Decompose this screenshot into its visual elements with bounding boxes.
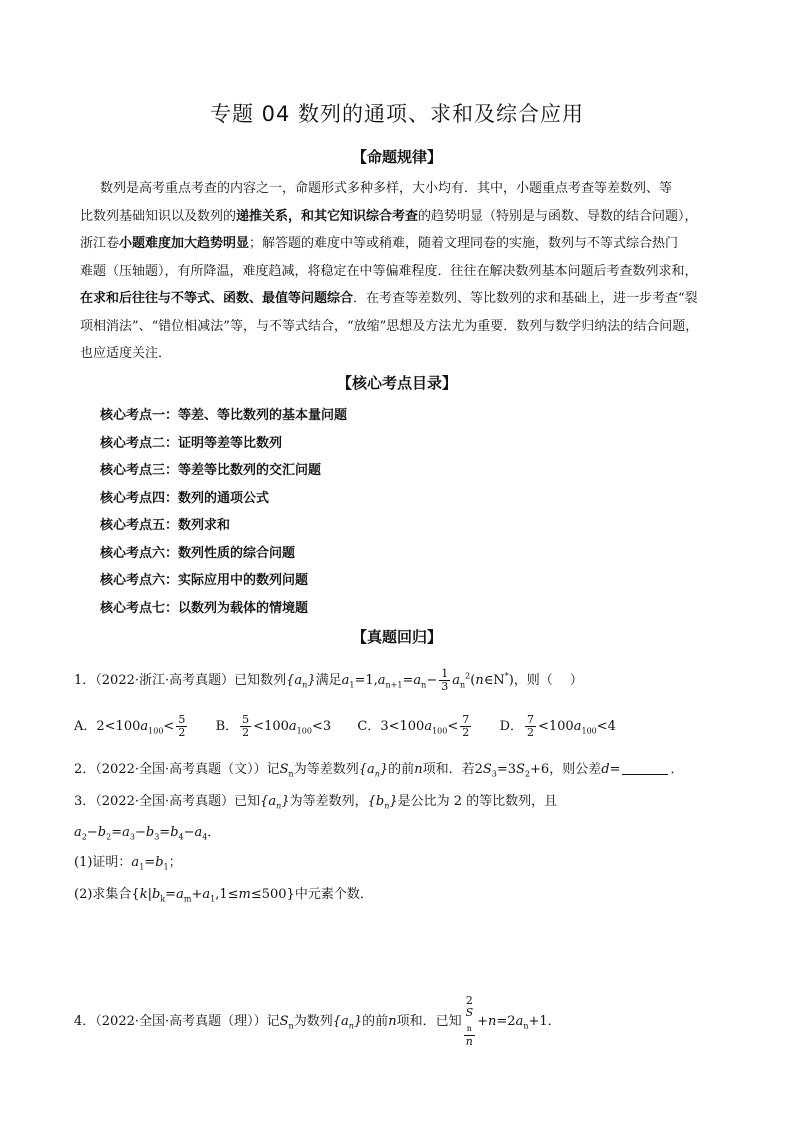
toc-item: 核心考点四：数列的通项公式: [100, 490, 270, 506]
intro-paragraph: [80, 175, 740, 368]
question-3-condition: $a_2-b_2=a_3-b_3=b_4-a_4$．: [74, 825, 221, 842]
intro-line-4: 难题（压轴题），有所降温，难度趋减，将稳定在中等偏难程度．往往在解决数列基本问题后考查数列求和，: [80, 263, 698, 279]
toc-item: 核心考点三：等差等比数列的交汇问题: [100, 463, 322, 478]
intro-line-2: 比数列基础知识以及数列的递推关系，和其它知识综合考查的趋势明显（特别是与函数、导数的结合问题），: [80, 208, 698, 224]
question-2: 2．（2022·全国·高考真题（文））记$S_n$为等差数列$\{a_n\}$的前n项和．若$2S_3=3S_2+6$，则公差d= ．: [74, 762, 684, 779]
question-3: 3．（2022·全国·高考真题）已知$\{a_n\}$为等差数列，$\{b_n\}$是公比为 2 的等比数列，且: [74, 794, 558, 811]
question-1: 1．（2022·浙江·高考真题）已知数列$\{a_n\}$满足$a_1=1,a_{n+1}=a_n-$ $\frac{1}{3}$ $a_n^2(n\in N^*)$，则（ ）: [74, 667, 583, 693]
intro-line-6: 项相消法”、“错位相减法”等，与不等式结合，“放缩”思想及方法尤为重要．数列与数学归纳法的结合问题，: [80, 318, 699, 334]
toc-item: 核心考点二：证明等差等比数列: [100, 435, 283, 451]
question-1-options: [74, 714, 616, 739]
intro-line-3: 浙江卷小题难度加大趋势明显；解答题的难度中等或稍难，随着文理同卷的实施，数列与不等式综合热门: [80, 236, 679, 251]
core-topics-list: [100, 402, 700, 622]
option-d: D． $\frac{7}{2}$ $<100a_{100}<4$: [499, 713, 616, 739]
toc-item: 核心考点七：以数列为载体的情境题: [100, 600, 309, 616]
toc-item: 核心考点一：等差、等比数列的基本量问题: [100, 408, 348, 423]
section-heading-toc: 【核心考点目录】: [336, 374, 457, 392]
question-3-part-1: (1)证明：$a_1=b_1$；: [74, 855, 182, 872]
page-title: 专题 04 数列的通项、求和及综合应用: [209, 102, 585, 126]
intro-line-5: 在求和后往往与不等式、函数、最值等问题综合．在考查等差数列、等比数列的求和基础上，进一步考查“裂: [80, 291, 698, 306]
intro-line-1: 数列是高考重点考查的内容之一，命题形式多种多样，大小均有．其中，小题重点考查等差数列、等: [100, 181, 673, 196]
answer-blank: [622, 762, 668, 775]
toc-item: 核心考点六：实际应用中的数列问题: [100, 573, 309, 588]
intro-line-7: 也应适度关注．: [80, 346, 172, 361]
question-3-part-2: (2)求集合$\{k|b_k=a_m+a_1,1\le m\le 500\}$中元素个数．: [74, 887, 373, 904]
option-c: C．$3<100a_{100}<$ $\frac{7}{2}$: [357, 713, 470, 739]
question-4: 4．（2022·全国·高考真题（理））记$S_n$为数列$\{a_n\}$的前n项和．已知 2 S $_n$ n $+n=2a_n+1$．: [74, 994, 561, 1049]
toc-item: 核心考点六：数列性质的综合问题: [100, 545, 296, 561]
toc-item: 核心考点五：数列求和: [100, 518, 231, 533]
option-a: A．$2<100a_{100}<$ $\frac{5}{2}$: [74, 713, 186, 739]
section-heading-past-exams: 【真题回归】: [351, 628, 442, 646]
option-b: B． $\frac{5}{2}$ $<100a_{100}<3$: [215, 713, 332, 739]
section-heading-rules: 【命题规律】: [351, 148, 442, 166]
